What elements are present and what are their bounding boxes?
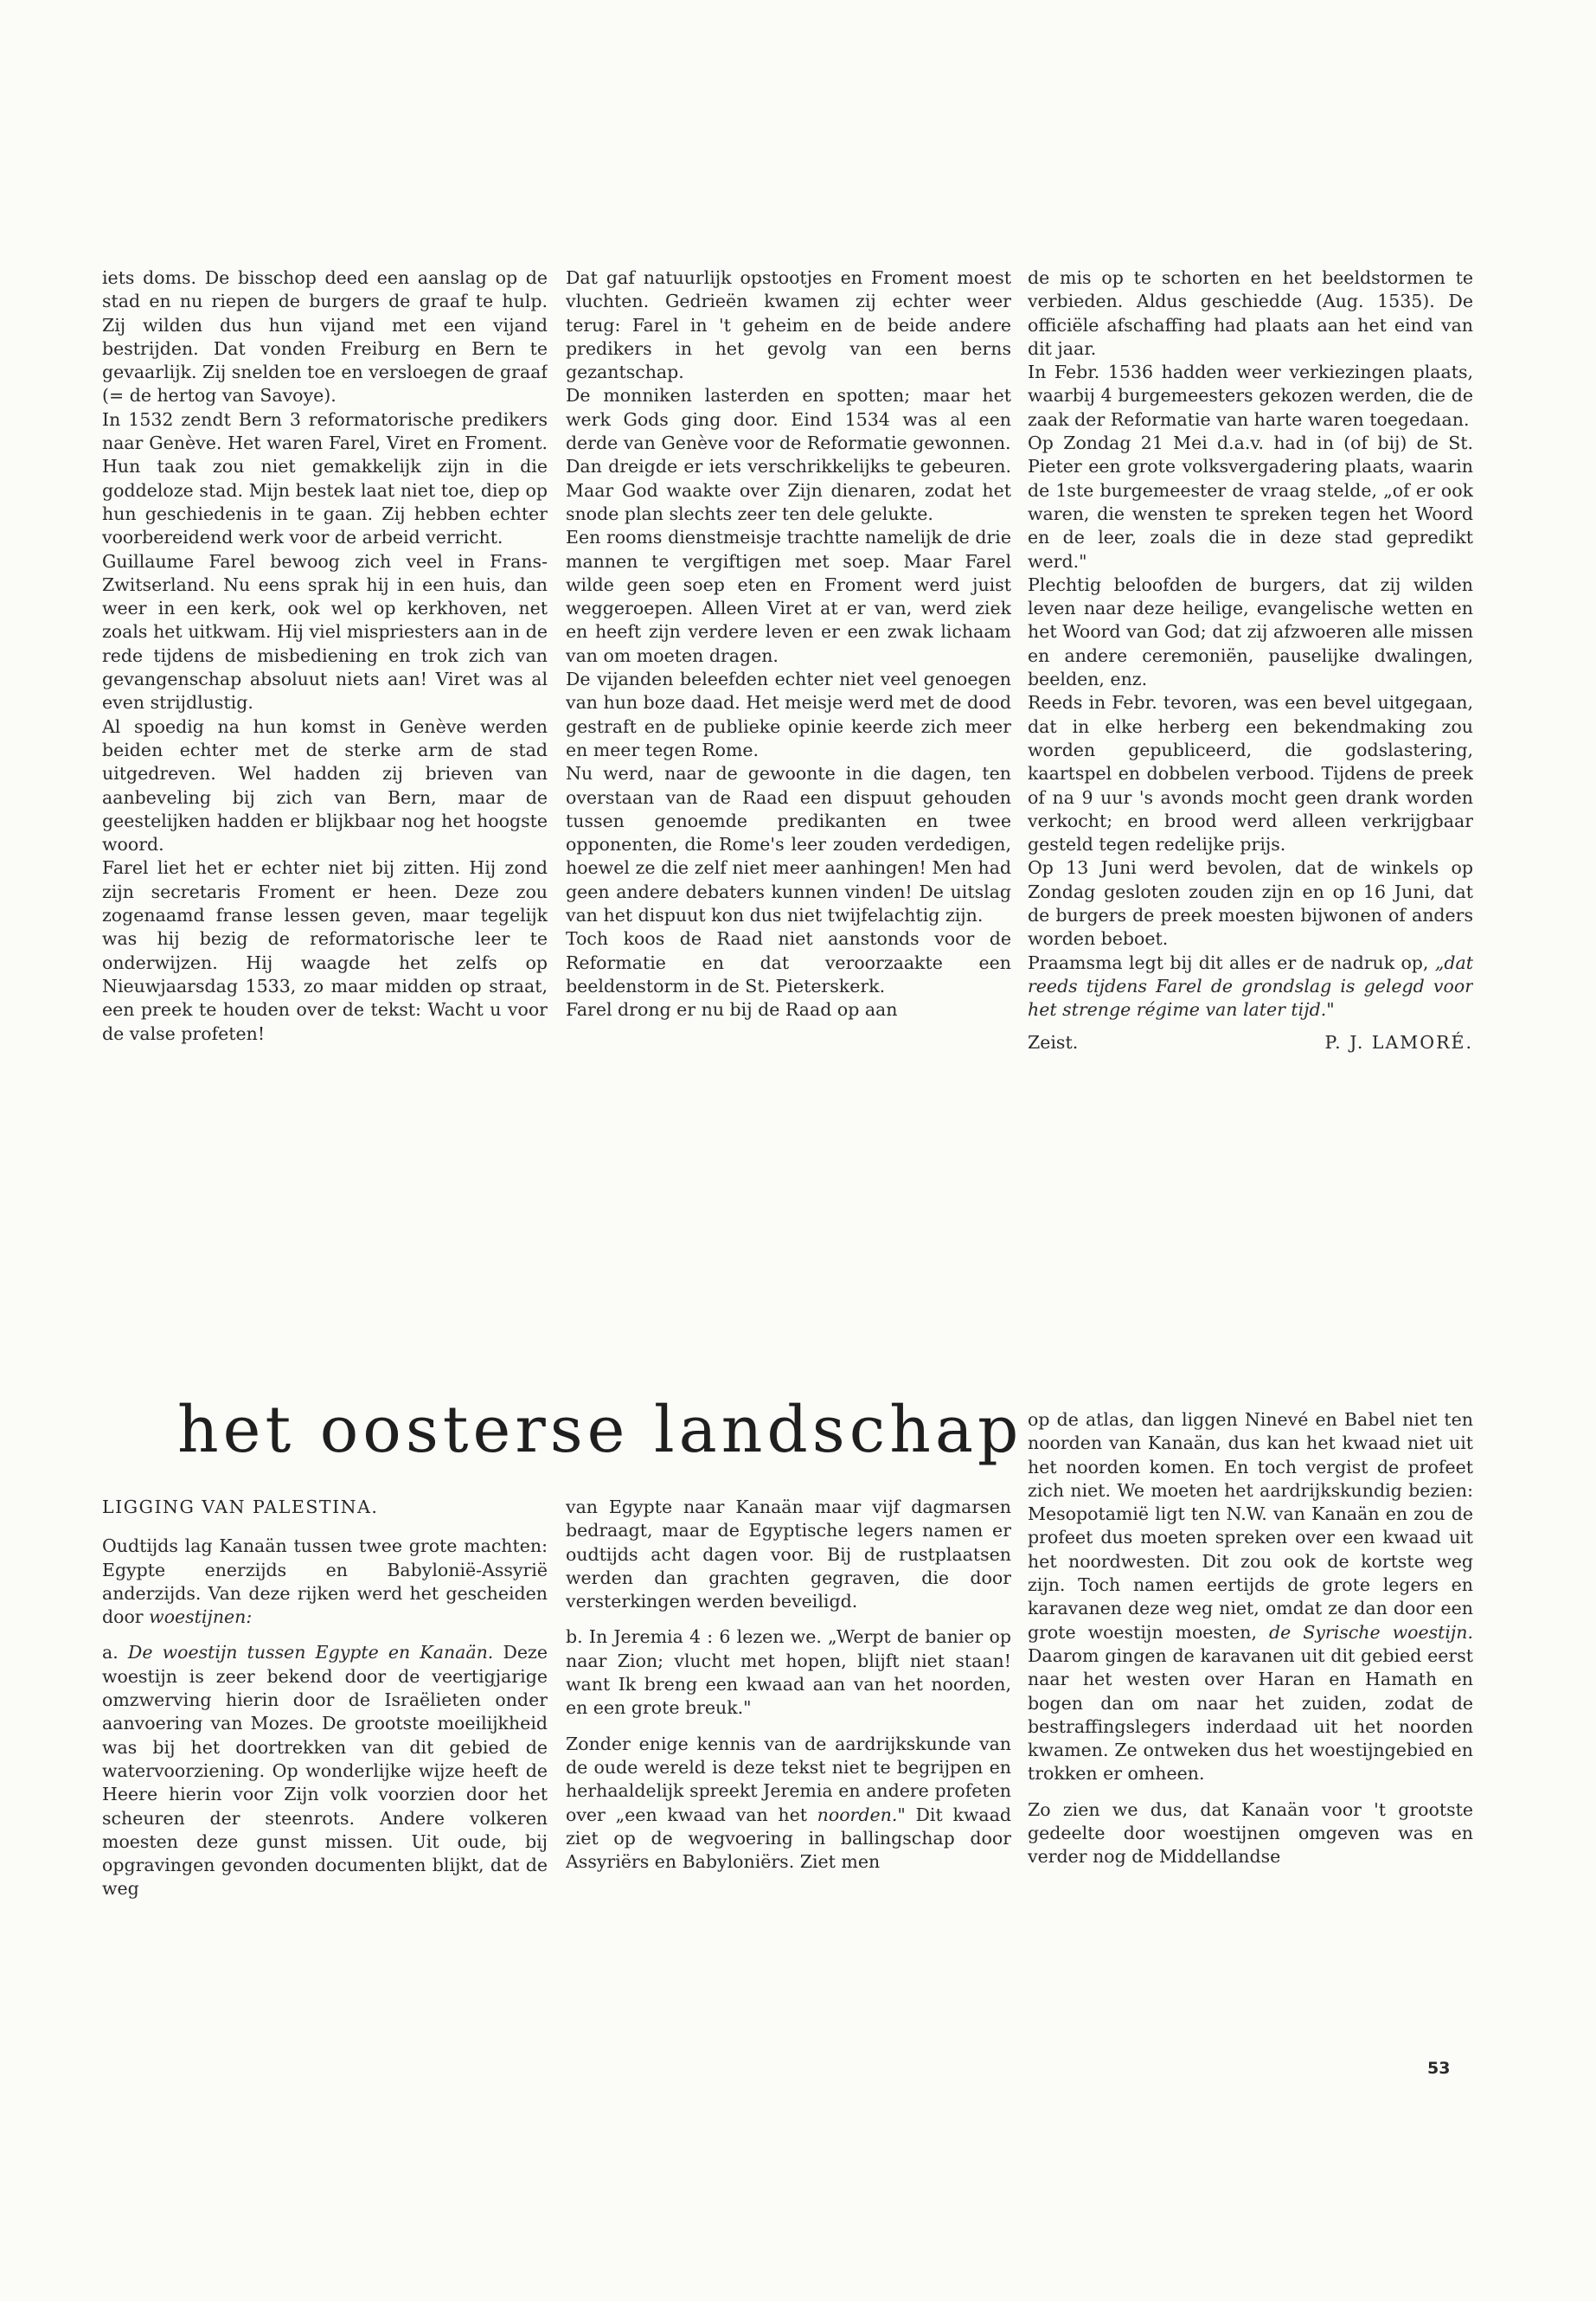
emphasis: woestijnen: xyxy=(149,1606,253,1628)
paragraph-text: Deze woestijn is zeer bekend door de veertigjarige omzwerving hierin door de Israëlieten onder aanvoering van Mozes. De grootste moeilijkheid was bij het doortrekken van dit gebied de watervoorziening. Op wonderlijke wijze heeft de Heere hierin voor Zijn volk voorzien door het scheuren der steenrots. Andere volkeren moesten deze gunst missen. Uit oude, bij opgravingen gevonden documenten blijkt, dat de weg xyxy=(102,1642,548,1900)
paragraph xyxy=(1028,1408,1473,1786)
paragraph: Zo zien we dus, dat Kanaän voor 't grootste gedeelte door woestijnen omgeven was en verder nog de Middellandse xyxy=(1028,1798,1473,1868)
paragraph: Reeds in Febr. tevoren, was een bevel uitgegaan, dat in elke herberg een bekendmaking zou worden gepubliceerd, die godslastering, kaartspel en dobbelen verbood. Tijdens de preek of na 9 uur 's avonds mocht geen drank worden verkocht; en brood werd alleen verkrijgbaar gesteld tegen redelijke prijs. xyxy=(1028,692,1473,856)
paragraph-text: Daarom gingen de karavanen uit dit gebied eerst naar het westen over Haran en Hamath en bogen dan om naar het zuiden, zodat de bestraffingslegers inderdaad uit het noorden kwamen. Ze ontweken dus het woestijngebied en trokken er omheen. xyxy=(1028,1644,1473,1785)
article-column-1 xyxy=(102,266,548,1346)
paragraph-text: Zonder enige kennis van de aardrijkskunde van de oude wereld is deze tekst niet te begrijpen en herhaaldelijk spreekt Jeremia en andere profeten over „een kwaad van het xyxy=(566,1733,1011,1825)
paragraph-text: op de atlas, dan liggen Ninevé en Babel niet ten noorden van Kanaän, dus kan het kwaad niet uit het noorden komen. En toch vergist de profeet zich niet. We moeten het aardrijkskundig bezien: Mesopotamië ligt ten N.W. van Kanaän en zou de profeet dus moeten spreken over een kwaad uit het noordwesten. Dit zou ook de kortste weg zijn. Toch namen eertijds de grote legers en karavanen deze weg niet, omdat ze dan door een grote woestijn moesten, xyxy=(1028,1409,1473,1643)
paragraph: Dan dreigde er iets verschrikkelijks te gebeuren. Maar God waakte over Zijn dienaren, zodat het snode plan slechts zeer ten dele gelukte. xyxy=(566,456,1011,524)
paragraph: Al spoedig na hun komst in Genève werden beiden echter met de sterke arm de stad uitgedreven. Wel hadden zij brieven van aanbeveling bij zich van Bern, maar de geestelijken hadden er blijkbaar nog het hoogste woord. xyxy=(102,715,548,856)
paragraph: Guillaume Farel bewoog zich veel in Frans-Zwitserland. Nu eens sprak hij in een huis, dan weer in een kerk, ook wel op kerkhoven, net zoals het uitkwam. Hij viel mispriesters aan in de rede tijdens de misbediening en trok zich van gevangenschap absoluut niets aan! Viret was al even strijdlustig. xyxy=(102,550,548,714)
paragraph: van Egypte naar Kanaän maar vijf dagmarsen bedraagt, maar de Egyptische legers namen er oudtijds acht dagen voor. Bij de rustplaatsen werden dan grachten gegraven, die door versterkingen werden beveiligd. xyxy=(566,1497,1011,1612)
quote-italic: „dat reeds tijdens Farel de grondslag is gelegd voor het strenge régime van later tijd." xyxy=(1028,952,1473,1021)
paragraph xyxy=(102,1641,548,1900)
paragraph: Op 13 Juni werd bevolen, dat de winkels op Zondag gesloten zouden zijn en op 16 Juni, dat de burgers de preek moesten bijwonen of anders worden beboet. xyxy=(1028,857,1473,950)
article-column-2 xyxy=(566,266,1011,1346)
paragraph: Op Zondag 21 Mei d.a.v. had in (of bij) de St. Pieter een grote volksvergadering plaats, waarin de 1ste burgemeester de vraag stelde, „of er ook waren, die wensten te spreken tegen het Woord en de leer, zoals die in deze stad gepredikt werd." xyxy=(1028,433,1473,572)
paragraph-text: Dit kwaad ziet op de wegvoering in ballingschap door Assyriërs en Babyloniërs. Ziet men xyxy=(566,1804,1011,1873)
article-column-1 xyxy=(102,1496,548,2153)
section-heading: LIGGING VAN PALESTINA. xyxy=(102,1497,379,1517)
paragraph xyxy=(1028,952,1473,1022)
paragraph: Dat gaf natuurlijk opstootjes en Froment moest vluchten. Gedrieën kwamen zij echter weer terug: Farel in 't geheim en de beide andere predikers in het gevolg van een berns gezantschap. xyxy=(566,267,1011,383)
paragraph: b. In Jeremia 4 : 6 lezen we. „Werpt de banier op naar Zion; vlucht met hopen, blijft niet staan! want Ik breng een kwaad aan van het noorden, en een grote breuk." xyxy=(566,1626,1011,1719)
signature-author: P. J. LAMORÉ. xyxy=(1324,1031,1473,1053)
paragraph-text: Oudtijds lag Kanaän tussen twee grote machten: Egypte enerzijds en Babylonië-Assyrië anderzijds. Van deze rijken werd het gescheiden door xyxy=(102,1535,548,1628)
paragraph: Nu werd, naar de gewoonte in die dagen, ten overstaan van de Raad een dispuut gehouden tussen genoemde predikanten en twee opponenten, die Rome's leer zouden verdedigen, hoewel ze die zelf niet meer aanhingen! Men had geen andere debaters kunnen vinden! De uitslag van het dispuut kon dus niet twijfelachtig zijn. xyxy=(566,763,1011,926)
paragraph xyxy=(102,1535,548,1629)
paragraph: In Febr. 1536 hadden weer verkiezingen plaats, waarbij 4 burgemeesters gekozen werden, die de zaak der Reformatie van harte waren toegedaan. xyxy=(1028,362,1473,430)
article-column-3 xyxy=(1028,1408,1473,2066)
paragraph: De monniken lasterden en spotten; maar het werk Gods ging door. Eind 1534 was al een derde van Genève voor de Reformatie gewonnen. xyxy=(566,385,1011,454)
paragraph: In 1532 zendt Bern 3 reformatorische predikers naar Genève. Het waren Farel, Viret en Froment. Hun taak zou niet gemakkelijk zijn in die goddeloze stad. Mijn bestek laat niet toe, diep op hun geschiedenis in te gaan. Zij hebben echter voorbereidend werk voor de arbeid verricht. xyxy=(102,408,548,548)
paragraph: de mis op te schorten en het beeldstormen te verbieden. Aldus geschiedde (Aug. 1535). De officiële afschaffing had plaats aan het eind van dit jaar. xyxy=(1028,267,1473,359)
emphasis: noorden." xyxy=(817,1804,906,1825)
article-column-3 xyxy=(1028,266,1473,1346)
paragraph-text: Praamsma legt bij dit alles er de nadruk op, xyxy=(1028,952,1429,973)
paragraph: Plechtig beloofden de burgers, dat zij wilden leven naar deze heilige, evangelische wetten en het Woord van God; dat zij afzwoeren alle missen en andere ceremoniën, pauselijke dwalingen, beelden, enz. xyxy=(1028,574,1473,690)
emphasis: de Syrische woestijn. xyxy=(1269,1621,1473,1643)
article-column-2 xyxy=(566,1496,1011,2153)
page-number: 53 xyxy=(1427,2059,1451,2078)
list-marker: a. xyxy=(102,1642,119,1663)
paragraph: Een rooms dienstmeisje trachtte namelijk de drie mannen te vergiftigen met soep. Maar Farel wilde geen soep eten en Froment werd juist weggeroepen. Alleen Viret at er van, werd ziek en heeft zijn verdere leven er een zwak lichaam van om moeten dragen. xyxy=(566,527,1011,666)
subheading-italic: De woestijn tussen Egypte en Kanaän. xyxy=(127,1642,494,1663)
paragraph: Toch koos de Raad niet aanstonds voor de Reformatie en dat veroorzaakte een beeldenstorm in de St. Pieterskerk. xyxy=(566,928,1011,997)
paragraph: iets doms. De bisschop deed een aanslag op de stad en nu riepen de burgers de graaf te hulp. Zij wilden dus hun vijand met een vijand bestrijden. Dat vonden Freiburg en Bern te gevaarlijk. Zij snelden toe en versloegen de graaf (= de hertog van Savoye). xyxy=(102,267,548,407)
signature-place: Zeist. xyxy=(1028,1031,1079,1053)
section-title: het oosterse landschap xyxy=(177,1393,1023,1467)
paragraph xyxy=(566,1733,1011,1875)
paragraph: Farel drong er nu bij de Raad op aan xyxy=(566,999,898,1021)
paragraph: De vijanden beleefden echter niet veel genoegen van hun boze daad. Het meisje werd met de dood gestraft en de publieke opinie keerde zich meer en meer tegen Rome. xyxy=(566,669,1011,760)
signature xyxy=(1028,1031,1473,1054)
paragraph: Farel liet het er echter niet bij zitten. Hij zond zijn secretaris Froment er heen. Deze zou zogenaamd franse lessen geven, maar tegelijk was hij bezig de reformatorische leer te onderwijzen. Hij waagde het zelfs op Nieuwjaarsdag 1533, zo maar midden op straat, een preek te houden over de tekst: Wacht u voor de valse profeten! xyxy=(102,857,548,1044)
